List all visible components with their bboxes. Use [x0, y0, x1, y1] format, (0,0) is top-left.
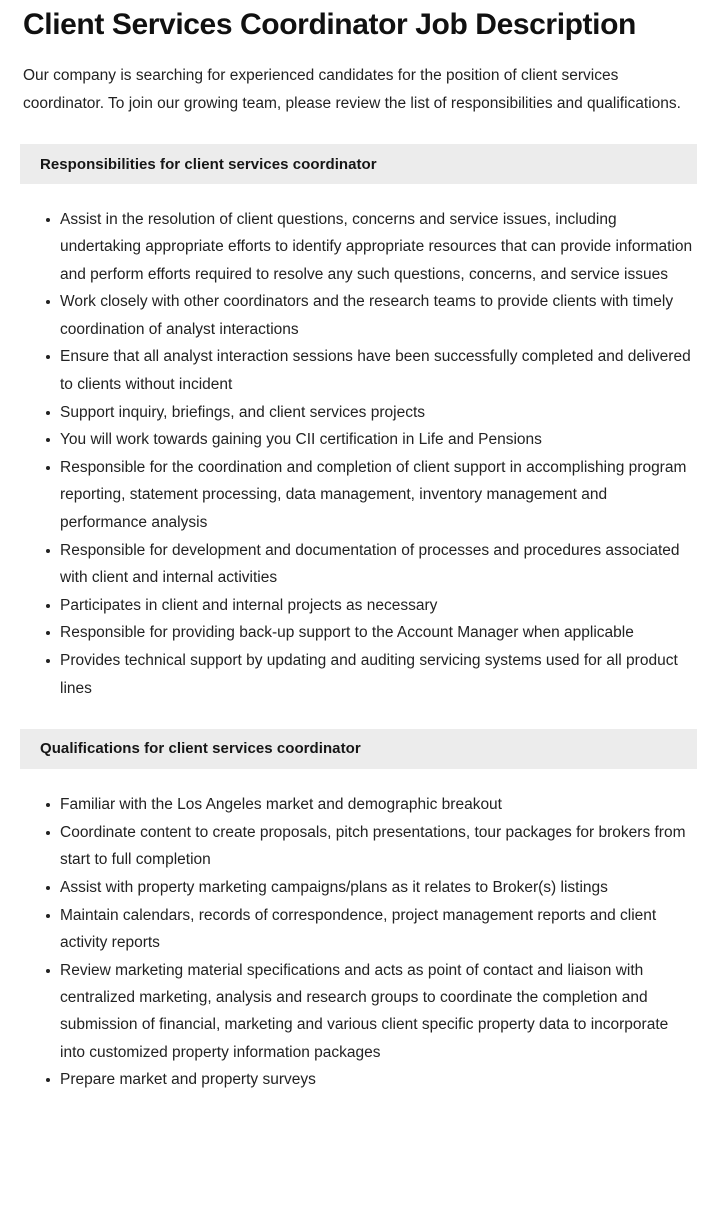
list-item: Support inquiry, briefings, and client services projects	[46, 399, 696, 426]
intro-paragraph: Our company is searching for experienced candidates for the position of client services coordinator. To join our growing team, please review the list of responsibilities and qualifications.	[23, 67, 681, 112]
list-item: Responsible for development and documentation of processes and procedures associated with client and internal activities	[46, 537, 696, 592]
section	[0, 144, 720, 702]
list-item: Coordinate content to create proposals, pitch presentations, tour packages for brokers from start to full completion	[46, 819, 696, 874]
list-item: Maintain calendars, records of correspondence, project management reports and client activity reports	[46, 902, 696, 957]
list-item: You will work towards gaining you CII certification in Life and Pensions	[46, 426, 696, 453]
section-item-list	[0, 769, 720, 1114]
sections-container	[0, 144, 720, 1114]
list-item: Assist in the resolution of client questions, concerns and service issues, including undertaking appropriate efforts to identify appropriate resources that can provide information and perform efforts required to resolve any such questions, concerns, and service issues	[46, 206, 696, 288]
list-item: Responsible for providing back-up support to the Account Manager when applicable	[46, 619, 696, 646]
list-item: Prepare market and property surveys	[46, 1066, 696, 1093]
list-item: Familiar with the Los Angeles market and demographic breakout	[46, 791, 696, 818]
list-item: Responsible for the coordination and completion of client support in accomplishing program reporting, statement processing, data management, inventory management and performance analysis	[46, 454, 696, 536]
list-item: Ensure that all analyst interaction sessions have been successfully completed and delivered to clients without incident	[46, 343, 696, 398]
list-item: Work closely with other coordinators and the research teams to provide clients with timely coordination of analyst interactions	[46, 288, 696, 343]
section	[0, 729, 720, 1114]
section-header-title: Qualifications for client services coordinator	[40, 740, 361, 758]
page-title: Client Services Coordinator Job Description	[23, 8, 636, 41]
section-item-list	[0, 184, 720, 702]
section-header-title: Responsibilities for client services coordinator	[40, 155, 377, 173]
section-header	[20, 144, 697, 184]
list-item: Participates in client and internal projects as necessary	[46, 592, 696, 619]
section-header	[20, 729, 697, 769]
list-item: Review marketing material specifications and acts as point of contact and liaison with centralized marketing, analysis and research groups to coordinate the completion and submission of financial, marketing and various client specific property data to incorporate into customized property information packages	[46, 957, 696, 1066]
list-item: Provides technical support by updating and auditing servicing systems used for all product lines	[46, 647, 696, 702]
list-item: Assist with property marketing campaigns/plans as it relates to Broker(s) listings	[46, 874, 696, 901]
